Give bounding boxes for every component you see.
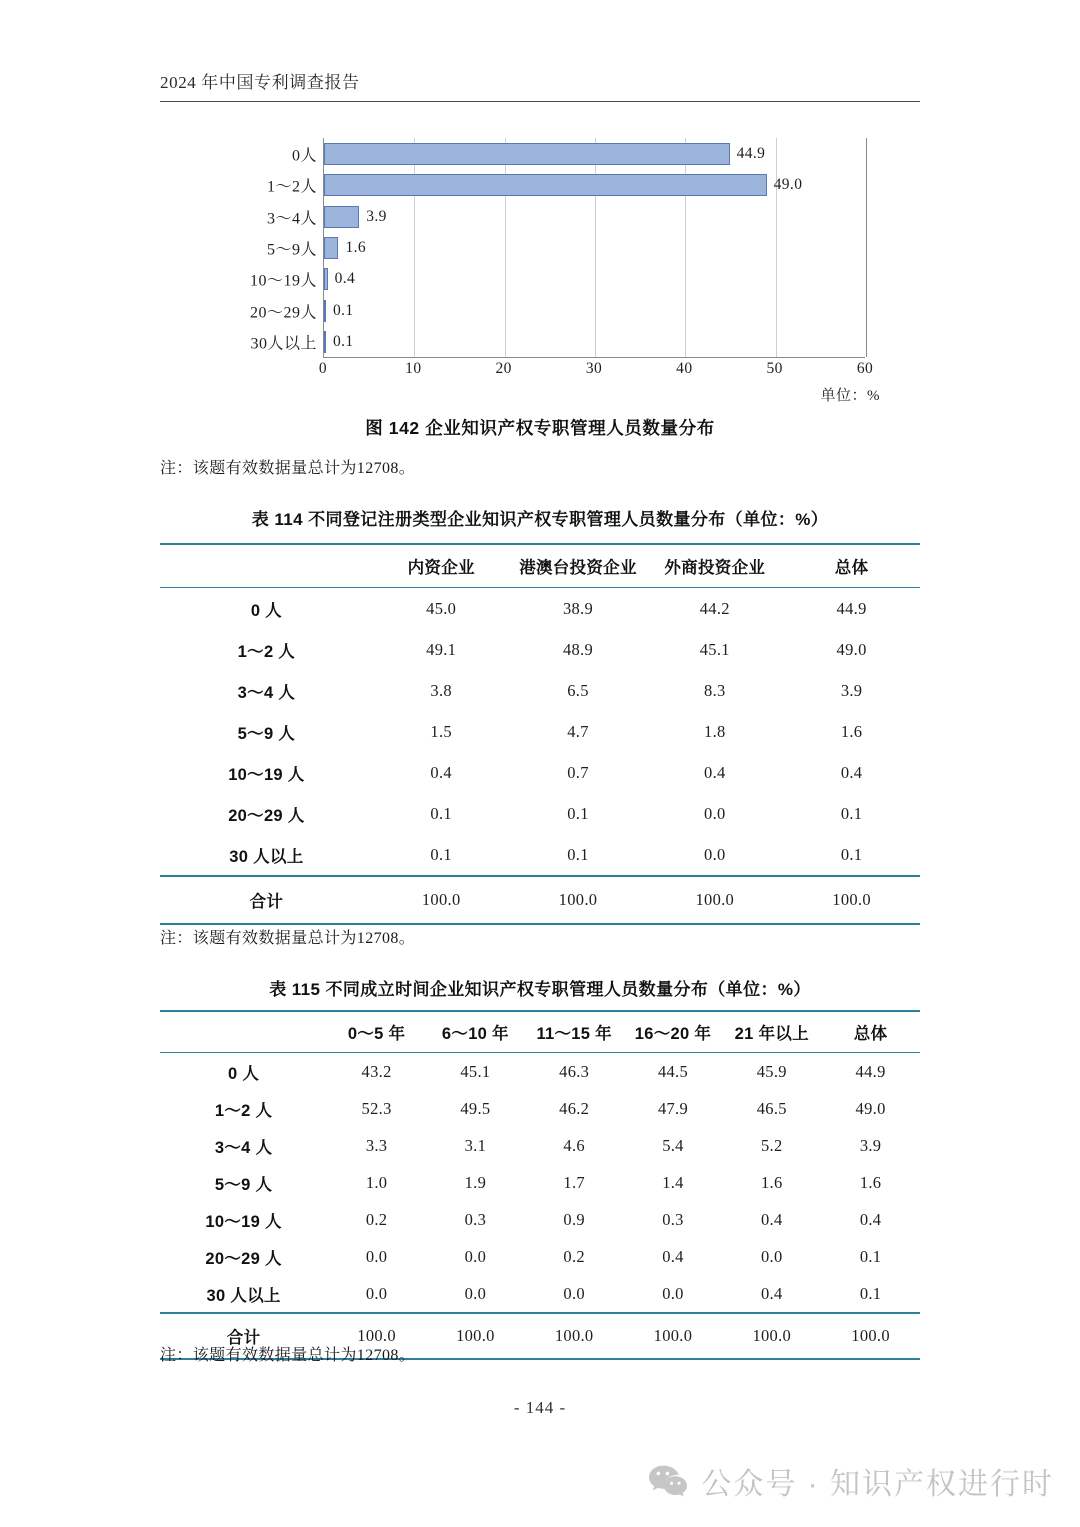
watermark [648,1459,1054,1503]
table-row-header: 10～19 人 [205,1212,282,1231]
table-cell: 44.2 [699,598,730,618]
chart-bar-row [324,268,865,290]
chart-x-tick-label: 30 [585,360,603,377]
table-cell: 0.4 [662,1246,684,1266]
chart-x-tick-label: 10 [405,360,422,377]
chart-category-label: 20～29人 [249,304,317,322]
table-column-header: 港澳台投资企业 [510,544,647,588]
table-cell: 38.9 [562,598,594,618]
table-114-caption: 表 114 不同登记注册类型企业知识产权专职管理人员数量分布（单位：%） [251,510,829,529]
table-cell: 0.1 [840,803,863,823]
figure-note: 注：该题有效数据量总计为12708。 [160,460,416,477]
table-cell: 0.0 [563,1283,585,1303]
table-cell: 0.0 [464,1246,487,1266]
table-cell: 0.2 [563,1246,585,1266]
table-cell: 0.4 [761,1283,783,1303]
table-row [160,1053,920,1091]
table-115-body [160,1053,920,1361]
table-row [160,588,920,630]
figure-caption: 图 142 企业知识产权专职管理人员数量分布 [365,418,715,438]
table-row-header: 30 人以上 [206,1286,281,1305]
chart-value-axis [318,360,874,382]
table-114 [160,543,920,925]
table-cell: 1.8 [704,721,726,741]
table-column-header: 11～15 年 [525,1011,624,1053]
chart-bar [324,331,326,353]
table-cell: 0.0 [464,1283,487,1303]
table-cell: 0.1 [567,844,589,864]
table-cell: 1.4 [662,1172,684,1192]
table-total-cell: 100.0 [525,1313,624,1359]
table-row-header: 3～4 人 [237,683,296,702]
chart-bar [324,206,359,228]
table-115 [160,1010,920,1360]
table-cell: 0.3 [464,1209,487,1229]
table-cell: 0.0 [365,1283,388,1303]
table-cell: 0.0 [761,1246,783,1266]
chart-bar-value-label: 0.1 [333,333,354,351]
table-cell: 0.4 [859,1209,882,1229]
chart-x-tick-label: 0 [318,360,328,377]
chart-bar-value-label: 1.6 [345,239,367,256]
table-cell: 3.1 [464,1135,487,1155]
table-114-header [160,544,920,588]
table-column-header: 21 年以上 [722,1011,821,1053]
table-cell: 0.4 [430,762,452,782]
table-total-cell: 100.0 [821,1313,920,1359]
table-row-header: 30 人以上 [229,847,304,866]
table-row-header: 5～9 人 [214,1175,273,1194]
table-cell: 0.4 [840,762,863,782]
table-row [160,834,920,876]
table-cell: 8.3 [704,680,726,700]
table-cell: 0.1 [840,844,863,864]
table-corner-header [160,1011,327,1053]
table-total-cell: 100.0 [783,876,920,924]
table-cell: 1.5 [430,721,452,741]
chart-category-label: 30人以上 [250,335,317,353]
table-cell: 47.9 [657,1098,689,1118]
table-row-header: 20～29 人 [205,1249,282,1268]
chart-bar-row [324,143,865,165]
table-row [160,629,920,670]
table-row-header: 0 人 [250,601,282,620]
chart-bar-value-label: 44.9 [736,144,766,162]
table-cell: 0.7 [567,762,589,782]
chart-bar-row [324,237,865,259]
table-total-cell: 100.0 [624,1313,723,1359]
table-total-cell: 100.0 [426,1313,525,1359]
table-cell: 45.0 [426,598,457,618]
table-total-label: 合计 [160,1313,327,1359]
table-row-header: 3～4 人 [214,1138,273,1157]
table-total-row [160,876,920,924]
table-cell: 0.1 [567,803,589,823]
running-header-title: 2024 年中国专利调查报告 [160,73,360,92]
table-cell: 45.1 [699,639,730,659]
table-total-cell: 100.0 [327,1313,426,1359]
table-total-label: 合计 [160,876,373,924]
table-total-cell: 100.0 [510,876,647,924]
table-115-caption: 表 115 不同成立时间企业知识产权专职管理人员数量分布（单位：%） [269,980,811,999]
table-cell: 0.9 [563,1209,585,1229]
chart-x-tick-label: 40 [676,360,693,377]
table-114-note: 注：该题有效数据量总计为12708。 [160,930,416,947]
chart-category-label: 5～9人 [266,241,317,259]
table-cell: 49.0 [855,1098,886,1118]
table-cell: 1.9 [464,1172,487,1192]
table-cell: 0.1 [430,803,452,823]
table-row-header: 1～2 人 [214,1101,273,1120]
chart-category-label: 3～4人 [266,210,317,228]
table-row-header: 1～2 人 [237,642,296,661]
chart-category-axis [160,138,323,358]
table-cell: 4.7 [567,721,589,741]
table-cell: 49.5 [460,1098,491,1118]
table-cell: 44.5 [657,1061,689,1081]
table-cell: 0.1 [859,1246,882,1266]
table-corner-header [160,544,373,588]
table-cell: 44.9 [855,1061,886,1081]
table-column-header: 外商投资企业 [646,544,783,588]
table-cell: 46.2 [559,1098,590,1118]
page-number: - 144 - [513,1398,567,1417]
chart-bar [324,174,767,196]
table-cell: 1.0 [365,1172,388,1192]
chart-x-tick-label: 20 [495,360,512,377]
table-cell: 46.3 [559,1061,590,1081]
chart-bar [324,268,328,290]
table-cell: 3.9 [840,680,863,700]
chart-bar-row [324,174,865,196]
table-cell: 1.6 [761,1172,783,1192]
running-header-rule [160,101,920,102]
table-cell: 45.9 [756,1061,787,1081]
table-cell: 3.3 [365,1135,388,1155]
table-row [160,670,920,711]
table-cell: 0.4 [761,1209,783,1229]
table-column-header: 总体 [783,544,920,588]
chart-bar [324,143,730,165]
table-row [160,752,920,793]
table-column-header: 内资企业 [373,544,510,588]
table-cell: 0.0 [365,1246,388,1266]
table-header-row [160,1011,920,1053]
table-row [160,1090,920,1127]
table-cell: 52.3 [361,1098,392,1118]
table-row-header: 0 人 [228,1064,260,1083]
table-row [160,1238,920,1275]
chart-category-label: 10～19人 [249,272,317,290]
table-cell: 0.0 [662,1283,684,1303]
chart-bar-row [324,206,865,228]
table-115-note: 注：该题有效数据量总计为12708。 [160,1347,416,1364]
table-cell: 0.0 [704,844,726,864]
table-cell: 43.2 [361,1061,392,1081]
table-column-header: 总体 [821,1011,920,1053]
table-row-header: 5～9 人 [237,724,296,743]
table-cell: 0.2 [365,1209,388,1229]
table-row-header: 10～19 人 [228,765,305,784]
chart-category-label: 0人 [291,147,317,165]
table-cell: 5.2 [761,1135,783,1155]
table-column-header: 6～10 年 [426,1011,525,1053]
table-cell: 3.8 [430,680,452,700]
chart-x-tick-label: 50 [766,360,783,377]
table-cell: 49.0 [836,639,867,659]
chart-unit-label: 单位：% [820,388,880,404]
table-cell: 0.0 [704,803,726,823]
table-cell: 1.7 [563,1172,585,1192]
table-cell: 3.9 [859,1135,882,1155]
table-cell: 1.6 [859,1172,882,1192]
table-114-body [160,588,920,926]
table-cell: 1.6 [840,721,863,741]
table-total-cell: 100.0 [646,876,783,924]
table-column-header: 16～20 年 [624,1011,723,1053]
chart-x-tick-label: 60 [856,360,874,377]
chart-bar-row [324,331,865,353]
table-header-row [160,544,920,588]
table-total-cell: 100.0 [373,876,510,924]
table-cell: 6.5 [567,680,589,700]
chart-bar [324,300,326,322]
table-row [160,1201,920,1238]
table-cell: 0.1 [859,1283,882,1303]
running-header [160,68,920,102]
table-cell: 0.3 [662,1209,684,1229]
chart-bar-row [324,300,865,322]
table-row [160,1127,920,1164]
table-row [160,793,920,834]
chart-bar [324,237,338,259]
chart-bar-value-label: 0.1 [333,301,354,319]
table-cell: 48.9 [562,639,594,659]
chart-bar-value-label: 0.4 [334,270,356,288]
chart-bar-value-label: 3.9 [366,207,387,225]
chart-plot-area [323,138,865,358]
table-cell: 45.1 [460,1061,491,1081]
table-row [160,1275,920,1313]
chart-bar-value-label: 49.0 [773,176,803,194]
table-cell: 44.9 [836,598,867,618]
table-cell: 0.4 [704,762,726,782]
table-cell: 5.4 [662,1135,684,1155]
table-row [160,711,920,752]
table-row-header: 20～29 人 [228,806,305,825]
table-total-cell: 100.0 [722,1313,821,1359]
table-cell: 46.5 [756,1098,787,1118]
table-column-header: 0～5 年 [327,1011,426,1053]
chart-gridline [866,138,867,357]
table-cell: 0.1 [430,844,452,864]
watermark-text: 公众号 · 知识产权进行时 [701,1468,1054,1501]
table-cell: 4.6 [563,1135,585,1155]
table-cell: 49.1 [426,639,457,659]
wechat-icon [648,1464,688,1498]
table-row [160,1164,920,1201]
table-115-header [160,1011,920,1053]
figure-142-chart [160,130,920,405]
chart-category-label: 1～2人 [266,178,317,196]
